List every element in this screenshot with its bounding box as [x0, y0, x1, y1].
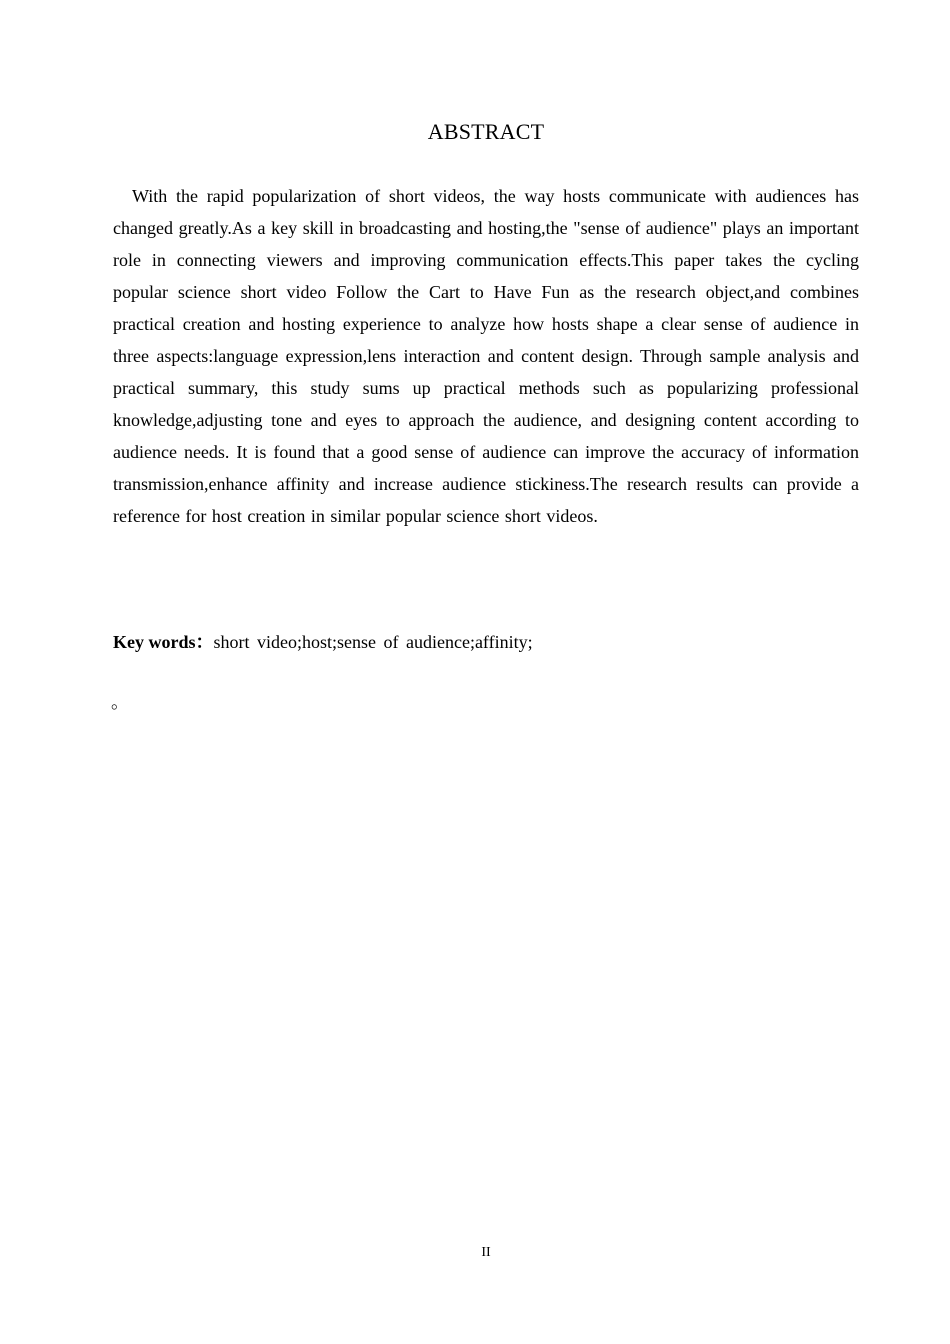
abstract-body: With the rapid popularization of short videos, the way hosts communicate with audiences has changed greatly.As a key skill in broadcasting and hosting,the "sense of audience" plays an important role in connecting viewers and improving communication effects.This paper takes the cycling popular science short video Follow the Cart to Have Fun as the research object,and combines practical creation and hosting experience to analyze how hosts shape a clear sense of audience in three aspects:language expression,lens interaction and content design. Through sample analysis and practical summary, this study sums up practical methods such as popularizing professional knowledge,adjusting tone and eyes to approach the audience, and designing content according to audience needs. It is found that a good sense of audience can improve the accuracy of information transmission,enhance affinity and increase audience stickiness.The research results can provide a reference for host creation in similar popular science short videos. [113, 186, 859, 526]
page-number: II [481, 1245, 491, 1260]
keywords-line [113, 626, 859, 658]
abstract-title: ABSTRACT [427, 119, 545, 144]
stray-punctuation: 。 [111, 692, 129, 712]
keywords-values: short video;host;sense of audience;affinity; [213, 632, 533, 652]
keywords-label: Key words： [113, 632, 214, 652]
